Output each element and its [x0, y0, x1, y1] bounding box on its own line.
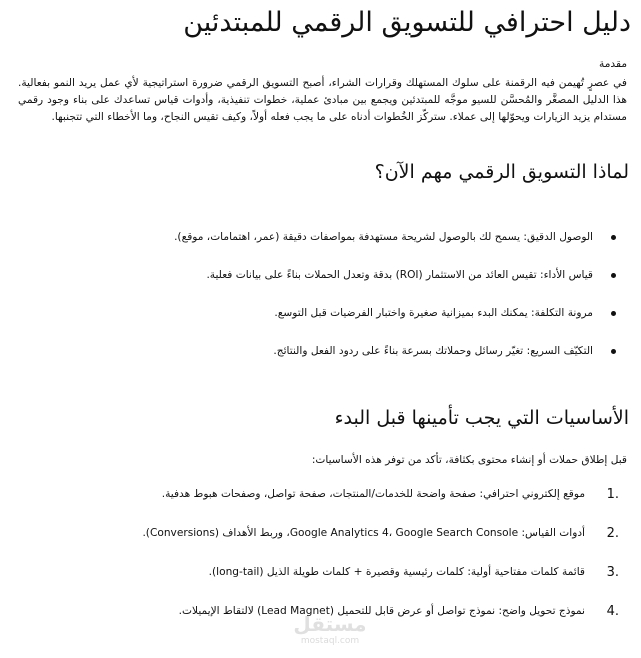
item-number: 3. — [606, 565, 619, 580]
bullet-text: التكيّف السريع: تغيّر رسائل وحملاتك بسرعة بناءً على ردود الفعل والنتائج. — [273, 345, 593, 357]
bullet-dot-icon — [611, 349, 616, 354]
item-number: 4. — [606, 604, 619, 619]
item-text: موقع إلكتروني احترافي: صفحة واضحة للخدمات/المنتجات، صفحة تواصل، وصفحات هبوط هدفية. — [161, 488, 585, 500]
intro-label: مقدمة — [599, 58, 627, 70]
why-bullet-list — [18, 230, 627, 382]
bullet-text: قياس الأداء: تقيس العائد من الاستثمار (ROI) بدقة وتعدل الحملات بناءً على بيانات فعلية. — [206, 269, 593, 281]
numbered-item — [18, 525, 627, 564]
item-number: 2. — [606, 526, 619, 541]
bullet-dot-icon — [611, 273, 616, 278]
bullet-dot-icon — [611, 311, 616, 316]
item-text: أدوات القياس: Google Analytics 4، Google Search Console، وربط الأهداف (Conversions). — [142, 527, 585, 539]
bullet-item — [18, 306, 627, 344]
watermark-latin: mostaql.com — [300, 636, 360, 646]
item-number: 1. — [606, 487, 619, 502]
bullet-text: مرونة التكلفة: يمكنك البدء بميزانية صغيرة واختبار الفرضيات قبل التوسع. — [274, 307, 593, 319]
section-heading-basics: الأساسيات التي يجب تأمينها قبل البدء — [334, 407, 629, 429]
bullet-dot-icon — [611, 235, 616, 240]
watermark-logo — [280, 612, 380, 652]
document-title: دليل احترافي للتسويق الرقمي للمبتدئين — [183, 7, 631, 38]
intro-paragraph: في عصرٍ تُهيمن فيه الرقمنة على سلوك المستهلك وقرارات الشراء، أصبح التسويق الرقمي ضرورة استراتيجية لأي عمل يريد النمو بفعالية. هذا الدليل المصغَّر والمُحسَّن للسيو موجَّه للمبتدئين ويجمع بين مبادئ عملية، خطوات تنفيذية، وأدوات قياس تساعدك على بناء وجود رقمي مستدام يزيد الزيارات ويحوّلها إلى عملاء. ستركّز الخُطوات أدناه على ما يجب فعله أولاً، وكيف تقيس النجاح، وما الأخطاء التي تتجنبها. — [18, 77, 627, 124]
bullet-item — [18, 230, 627, 268]
bullet-text: الوصول الدقيق: يسمح لك بالوصول لشريحة مستهدفة بمواصفات دقيقة (عمر، اهتمامات، موقع). — [174, 231, 593, 243]
item-text: نموذج تحويل واضح: نموذج تواصل أو عرض قابل للتحميل (Lead Magnet) لالتقاط الإيميلات. — [178, 605, 585, 617]
watermark-arabic: مستقل — [293, 612, 367, 636]
section-heading-why: لماذا التسويق الرقمي مهم الآن؟ — [374, 161, 629, 183]
bullet-item — [18, 268, 627, 306]
numbered-item — [18, 564, 627, 603]
basics-intro: قبل إطلاق حملات أو إنشاء محتوى بكثافة، تأكد من توفر هذه الأساسيات: — [311, 454, 627, 466]
bullet-item — [18, 344, 627, 382]
item-text: قائمة كلمات مفتاحية أولية: كلمات رئيسية وقصيرة + كلمات طويلة الذيل (long-tail). — [208, 566, 585, 578]
numbered-item — [18, 486, 627, 525]
